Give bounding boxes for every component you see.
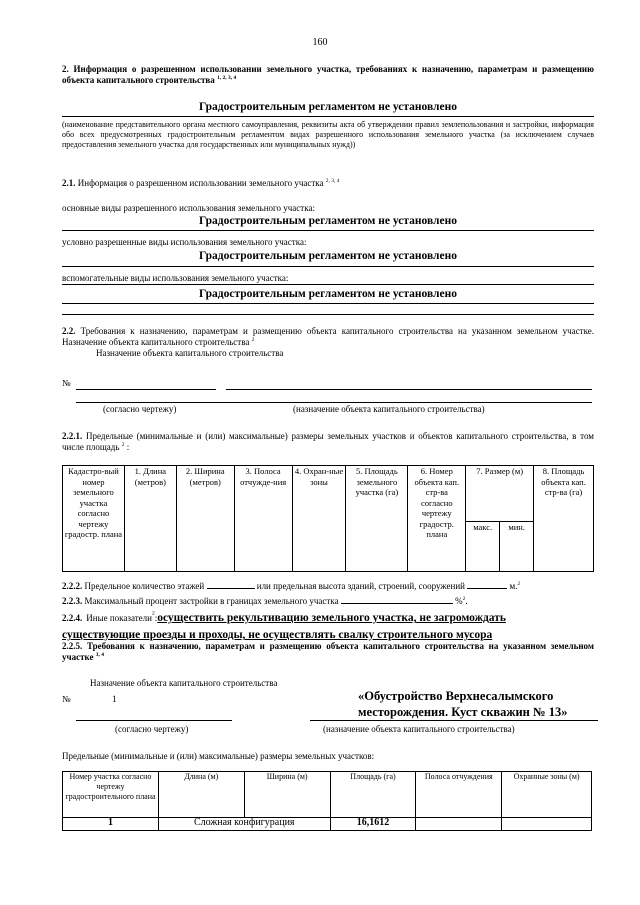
other-indicators-label: Иные показатели bbox=[86, 613, 152, 623]
header-object-area: 8. Площадь объекта кап. стр-ва (га) bbox=[534, 466, 594, 572]
object-number-field bbox=[76, 720, 232, 721]
other-indicators-value-line1: осуществить рекультивацию земельного участка, не загромождать bbox=[157, 612, 506, 624]
purpose-label: Назначение объекта капитального строительства bbox=[96, 348, 284, 358]
floors-label: Предельное количество этажей bbox=[84, 581, 205, 591]
caption-object-purpose: (назначение объекта капитального строительства) bbox=[293, 404, 485, 414]
bt-header-plot-number: Номер участка согласно чертежу градостроительного плана bbox=[63, 772, 159, 818]
header-cadastral-number: Кадастро-вый номер земельного участка согласно чертежу градостр. плана bbox=[63, 466, 125, 572]
section-2-2-4-number: 2.2.4. bbox=[62, 613, 83, 623]
other-indicators-value-line2: существующие проезды и проходы, не осуществлять свалку строительного мусора bbox=[62, 629, 493, 641]
purpose-label-2: Назначение объекта капитального строительства bbox=[90, 678, 278, 688]
object-name bbox=[358, 688, 598, 720]
conditional-uses-label: условно разрешенные виды использования земельного участка: bbox=[62, 237, 307, 247]
section-2-heading bbox=[62, 64, 594, 86]
purpose-field-continuation bbox=[76, 402, 592, 403]
main-uses-label: основные виды разрешенного использования земельного участка: bbox=[62, 203, 315, 213]
section-2-2-2 bbox=[62, 579, 594, 592]
caption-per-drawing: (согласно чертежу) bbox=[103, 404, 177, 414]
section-2-2-2-number: 2.2.2. bbox=[62, 581, 83, 591]
height-label: или предельная высота зданий, строений, сооружений bbox=[256, 581, 465, 591]
coverage-label: Максимальный процент застройки в границах земельного участка bbox=[84, 596, 339, 606]
section-2-2-number: 2.2. bbox=[62, 326, 76, 336]
section-2-2-1-number: 2.2.1. bbox=[62, 431, 83, 441]
divider bbox=[62, 230, 594, 231]
bt-header-alienation: Полоса отчуждения bbox=[416, 772, 502, 818]
section-2-1-footnote: 2, 3, 4 bbox=[325, 178, 340, 184]
divider bbox=[62, 284, 594, 285]
coverage-field bbox=[341, 594, 453, 604]
object-name-field bbox=[310, 720, 598, 721]
object-number-value: 1 bbox=[112, 694, 117, 704]
section-2-2-3-footnote: 2 bbox=[462, 596, 466, 602]
limits-label: Предельные (минимальные и (или) максимальные) размеры земельных участков: bbox=[62, 751, 375, 761]
number-label: № bbox=[62, 378, 71, 388]
section-2-footnote: 1, 2, 3, 4 bbox=[216, 75, 237, 81]
height-unit: м. bbox=[509, 581, 518, 591]
section-2-2-heading bbox=[62, 326, 594, 348]
bt-area: 16,1612 bbox=[330, 818, 416, 831]
header-size: 7. Размер (м) bbox=[466, 466, 534, 522]
bt-plot-number: 1 bbox=[63, 818, 159, 831]
page-number: 160 bbox=[312, 37, 328, 48]
auxiliary-uses-value: Градостроительным регламентом не установлено bbox=[199, 288, 457, 300]
coverage-unit: % bbox=[455, 596, 463, 606]
section-2-2-1-heading: 2.2.1. Предельные (минимальные и (или) максимальные) размеры земельных участков и объектов капитального строительства, в том числе площадь $^2$ : bbox=[62, 431, 594, 452]
plot-sizes-table bbox=[62, 771, 592, 831]
number-label-2: № bbox=[62, 694, 71, 704]
section-2-2-3-number: 2.2.3. bbox=[62, 596, 83, 606]
section-2-2-5-title: Требования к назначению, параметрам и размещению объекта капитального строительства на указанном земельном участке bbox=[62, 641, 594, 662]
bt-header-area: Площадь (га) bbox=[330, 772, 416, 818]
section-2-number: 2. bbox=[62, 64, 69, 74]
section-2-2-3: 2.2.3. Максимальный процент застройки в границах земельного участка %$^2$. bbox=[62, 596, 468, 606]
section-2-1-title: Информация о разрешенном использовании земельного участка bbox=[77, 178, 324, 188]
caption-per-drawing-2: (согласно чертежу) bbox=[115, 724, 189, 734]
section-2-2-5-number: 2.2.5. bbox=[62, 641, 83, 651]
auxiliary-uses-label: вспомогательные виды использования земельного участка: bbox=[62, 273, 289, 283]
section-2-title: Информация о разрешенном использовании земельного участка, требованиях к назначению, параметрам и размещению объекта капитального строительства bbox=[62, 64, 594, 85]
divider bbox=[62, 303, 594, 304]
section-2-2-2-footnote: 2 bbox=[517, 581, 521, 587]
divider bbox=[62, 314, 594, 315]
section-2-2-footnote: 2 bbox=[251, 337, 255, 343]
section-2-2-5-heading bbox=[62, 641, 594, 663]
header-size-min: мин. bbox=[500, 522, 534, 572]
section-2-value: Градостроительным регламентом не установлено bbox=[199, 101, 457, 113]
header-protection-zones: 4. Охран-ные зоны bbox=[292, 466, 346, 572]
divider bbox=[62, 116, 594, 117]
bt-header-width: Ширина (м) bbox=[244, 772, 330, 818]
height-field bbox=[467, 579, 507, 589]
caption-object-purpose-2: (назначение объекта капитального строительства) bbox=[323, 724, 515, 734]
section-2-1-number: 2.1. bbox=[62, 178, 76, 188]
object-name-line2: месторождения. Куст скважин № 13» bbox=[358, 705, 568, 719]
bt-protection bbox=[502, 818, 592, 831]
divider bbox=[62, 266, 594, 267]
object-name-line1: «Обустройство Верхнесалымского bbox=[358, 689, 554, 703]
floors-field bbox=[207, 579, 255, 589]
main-uses-value: Градостроительным регламентом не установлено bbox=[199, 215, 457, 227]
section-2-2-title: Требования к назначению, параметрам и размещению объекта капитального строительства на указанном земельном участке. Назначение объекта капитального строительства bbox=[62, 326, 595, 347]
conditional-uses-value: Градостроительным регламентом не установлено bbox=[199, 250, 457, 262]
bt-header-protection: Охранные зоны (м) bbox=[502, 772, 592, 818]
size-limits-table bbox=[62, 465, 594, 572]
section-2-2-1-title: Предельные (минимальные и (или) максимальные) размеры земельных участков и объектов капитального строительства, в том числе площадь bbox=[62, 431, 594, 452]
section-2-2-4-footnote: 2 bbox=[151, 610, 155, 617]
bt-length: Сложная конфигурация bbox=[158, 818, 330, 831]
header-alienation-strip: 3. Полоса отчужде-ния bbox=[234, 466, 292, 572]
section-2-2-5-footnote: 3, 4 bbox=[95, 652, 104, 658]
bt-alienation bbox=[416, 818, 502, 831]
header-size-max: макс. bbox=[466, 522, 500, 572]
section-2-2-4: 2.2.4. Иные показатели$^2$:осуществить рекультивацию земельного участка, не загромождать существующие проезды и проходы, не осуществлять свалку строительного мусора bbox=[62, 608, 602, 642]
section-2-1-heading bbox=[62, 178, 594, 189]
header-width: 2. Ширина (метров) bbox=[176, 466, 234, 572]
bt-header-length: Длина (м) bbox=[158, 772, 244, 818]
header-object-number: 6. Номер объекта кап. стр-ва согласно чертежу градостр. плана bbox=[408, 466, 466, 572]
purpose-field bbox=[226, 389, 592, 390]
number-field bbox=[76, 389, 216, 390]
section-2-note: (наименование представительного органа местного самоуправления, реквизиты акта об утверждении правил землепользования и застройки, информация обо всех предусмотренных градостроительным регламентом видах разрешенного использования земельного участка (за исключением случаев предоставления земельного участка для государственных или муниципальных нужд)) bbox=[62, 120, 594, 149]
section-2-2-1-footnote: 2 bbox=[121, 442, 125, 448]
header-plot-area: 5. Площадь земельного участка (га) bbox=[346, 466, 408, 572]
header-length: 1. Длина (метров) bbox=[124, 466, 176, 572]
